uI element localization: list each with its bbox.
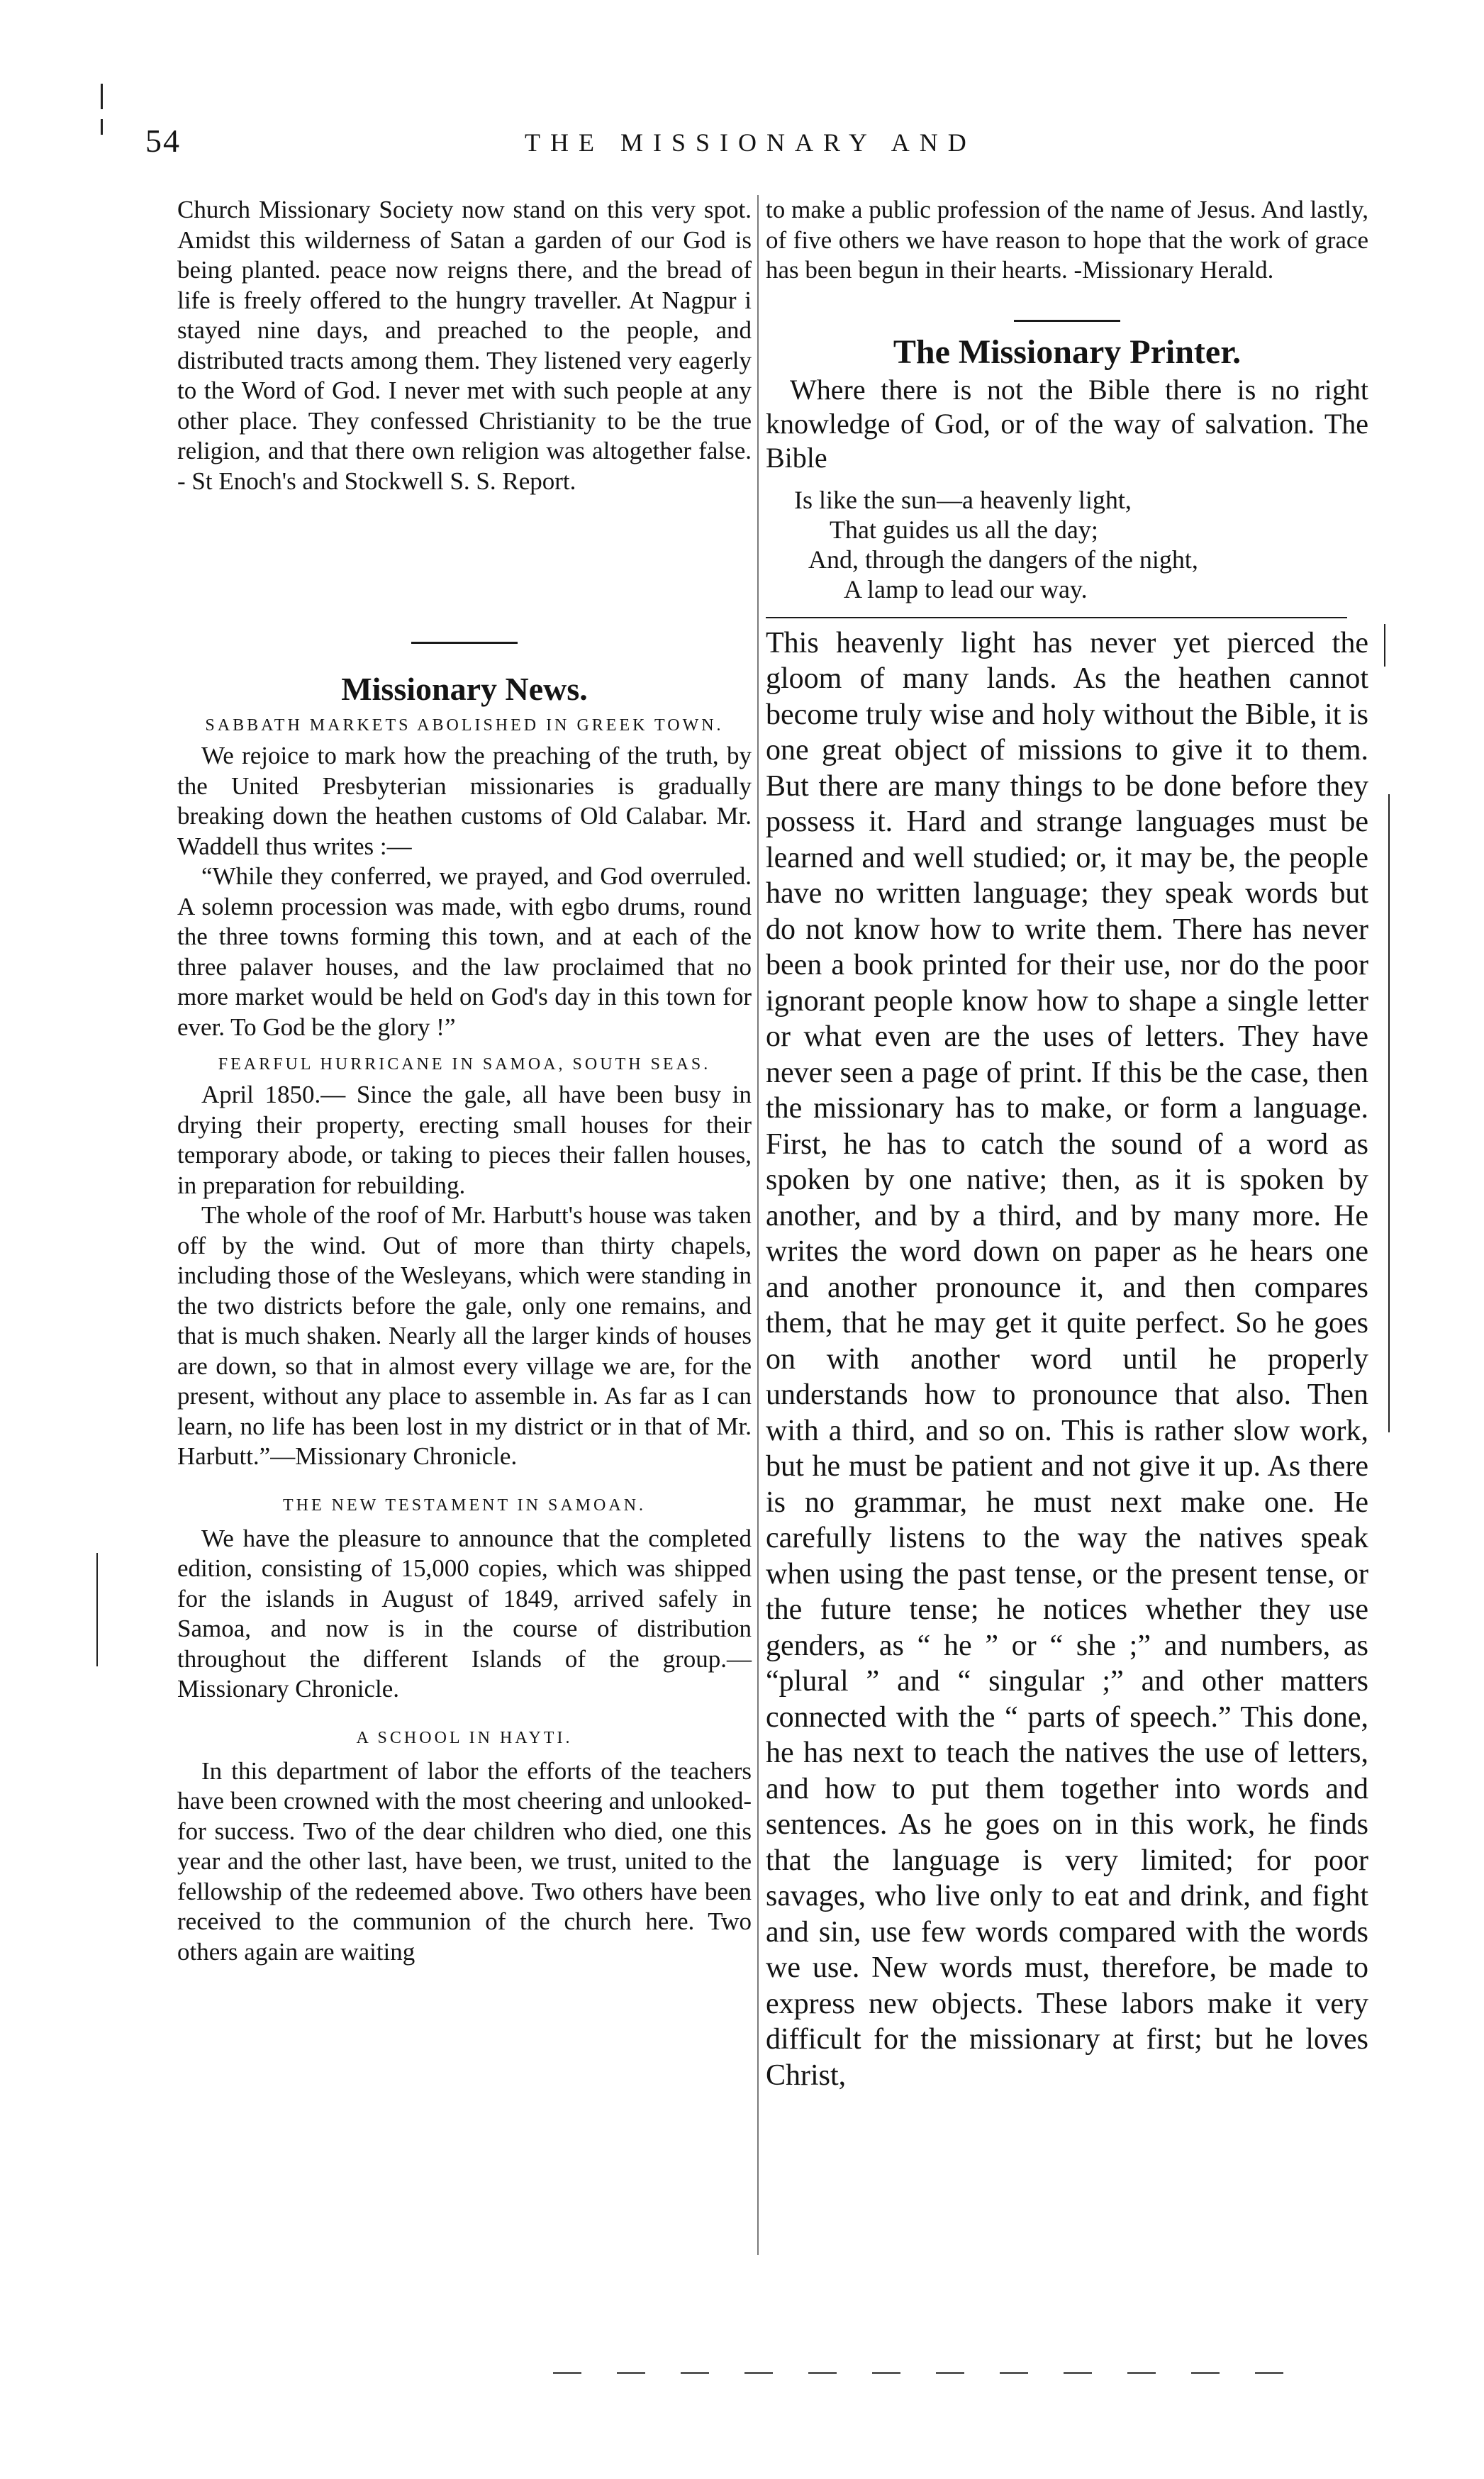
footer-rule [553,2372,1312,2374]
sabbath-para-1: We rejoice to mark how the preaching of the truth, by the United Presbyterian missionaries is gradually breaking down the heathen customs of Old Calabar. Mr. Waddell thus writes :— [177,742,752,860]
column-divider [757,195,759,2255]
hurricane-para-1: April 1850.— Since the gale, all have been busy in drying their property, erecting small houses for their temporary abode, or taking to pieces their fallen houses, in preparation for rebuilding. [177,1081,752,1199]
testament-para-1: We have the pleasure to announce that the completed edition, consisting of 15,000 copies, which was shipped for the islands in August of 1849, arrived safely in Samoa, and now is in the course of distribution throughout the different Islands of the group.—Missionary Chronicle. [177,1524,752,1703]
left-column [177,195,752,1967]
bible-poem [766,485,1368,604]
section-rule [411,642,518,644]
printer-body: This heavenly light has never yet pierced the gloom of many lands. As the heathen cannot become truly wise and holy without the Bible, it is one great object of missions to give it to them. But there are many things to be done before they possess it. Hard and strange languages must be learned and well studied; or, it may be, the people have no written language; they speak words but do not know how to write them. There has never been a book printed for their use, nor do the poor ignorant people know how to shape a single letter or what even are the uses of letters. They have never seen a page of print. If this be the case, then the missionary has to make, or form a language. First, he has to catch the sound of a word as spoken by one native; then, as it is spoken by another, and by a third, and by many more. He writes the word down on paper as he hears one and another pronounce it, and then compares them, that he may get it quite perfect. So he goes on with another word until he properly understands how to pronounce that also. Then with a third, and so on. This is rather slow work, but he must be patient and not give it up. As there is no grammar, he must next make one. He carefully listens to the way the natives speak when using the past tense, or the present tense, or the future tense; he notices whether they use genders, as “ he ” or “ she ;” and numbers, as “plural ” and “ singular ;” and other matters connected with the “ parts of speech.” This done, he has next to teach the natives the use of letters, and how to put them together into words and sentences. As he goes on in this work, he finds that the language is very limited; for poor savages, who live only to eat and drink, and fight and sin, use few words compared with the words we use. New words must, therefore, be made to express new objects. These labors make it very difficult for the missionary at first; but he loves Christ, [766,626,1368,2092]
continuation-paragraph: to make a public profession of the name of Jesus. And lastly, of five others we have reason to hope that the work of grace has been begun in their hearts. -Missionary Herald. [766,196,1368,284]
right-column [766,195,1368,2093]
poem-line: Is like the sun—a heavenly light, [794,485,1132,514]
missionary-printer-heading: The Missionary Printer. [893,333,1242,371]
section-rule [766,617,1347,618]
margin-mark [96,1553,98,1666]
margin-mark [1384,624,1385,667]
testament-heading: THE NEW TESTAMENT IN SAMOAN. [282,1495,647,1515]
hurricane-heading: FEARFUL HURRICANE IN SAMOA, SOUTH SEAS. [218,1055,711,1074]
section-rule [1014,320,1120,322]
poem-line: And, through the dangers of the night, [808,545,1198,574]
printer-intro: Where there is not the Bible there is no right knowledge of God, or of the way of salvation. The Bible [766,373,1368,474]
intro-paragraph: Church Missionary Society now stand on this very spot. Amidst this wilderness of Satan a garden of our God is being planted. peace now reigns there, and the bread of life is freely offered to the hungry traveller. At Nagpur i stayed nine days, and preached to the people, and distributed tracts among them. They listened very eagerly to the Word of God. I never met with such people at any other place. They confessed Christianity to be the true religion, and that there own religion was altogether false. - St Enoch's and Stockwell S. S. Report. [177,196,752,495]
hayti-para-1: In this department of labor the efforts of the teachers have been crowned with the most cheering and unlooked-for success. Two of the dear children who died, one this year and the other last, have been, we trust, united to the fellowship of the redeemed above. Two others have been received to the communion of the church here. Two others again are waiting [177,1756,752,1966]
hayti-heading: A SCHOOL IN HAYTI. [356,1728,573,1747]
page-number: 54 [145,123,181,159]
margin-mark [101,119,103,135]
poem-line: A lamp to lead our way. [844,574,1088,603]
sabbath-para-2: “While they conferred, we prayed, and God overruled. A solemn procession was made, with egbo drums, round the three towns forming this town, and at each of the three palaver houses, and the law proclaimed that no more market would be held on God's day in this town for ever. To God be the glory !” [177,862,752,1041]
poem-line: That guides us all the day; [830,515,1098,544]
margin-mark [101,84,103,109]
hurricane-para-2: The whole of the roof of Mr. Harbutt's house was taken off by the wind. Out of more than thirty chapels, including those of the Wesleyans, which were standing in the two districts before the gale, only one remains, and that is much shaken. Nearly all the larger kinds of houses are down, so that in almost every village we are, for the present, without any place to assemble in. As far as I can learn, no life has been lost in my district or in that of Mr. Harbutt.”—Missionary Chronicle. [177,1201,752,1470]
sabbath-heading: SABBATH MARKETS ABOLISHED IN GREEK TOWN. [205,716,724,735]
running-head: THE MISSIONARY AND [525,128,976,157]
margin-mark [1388,794,1390,1432]
missionary-news-heading: Missionary News. [341,671,588,707]
